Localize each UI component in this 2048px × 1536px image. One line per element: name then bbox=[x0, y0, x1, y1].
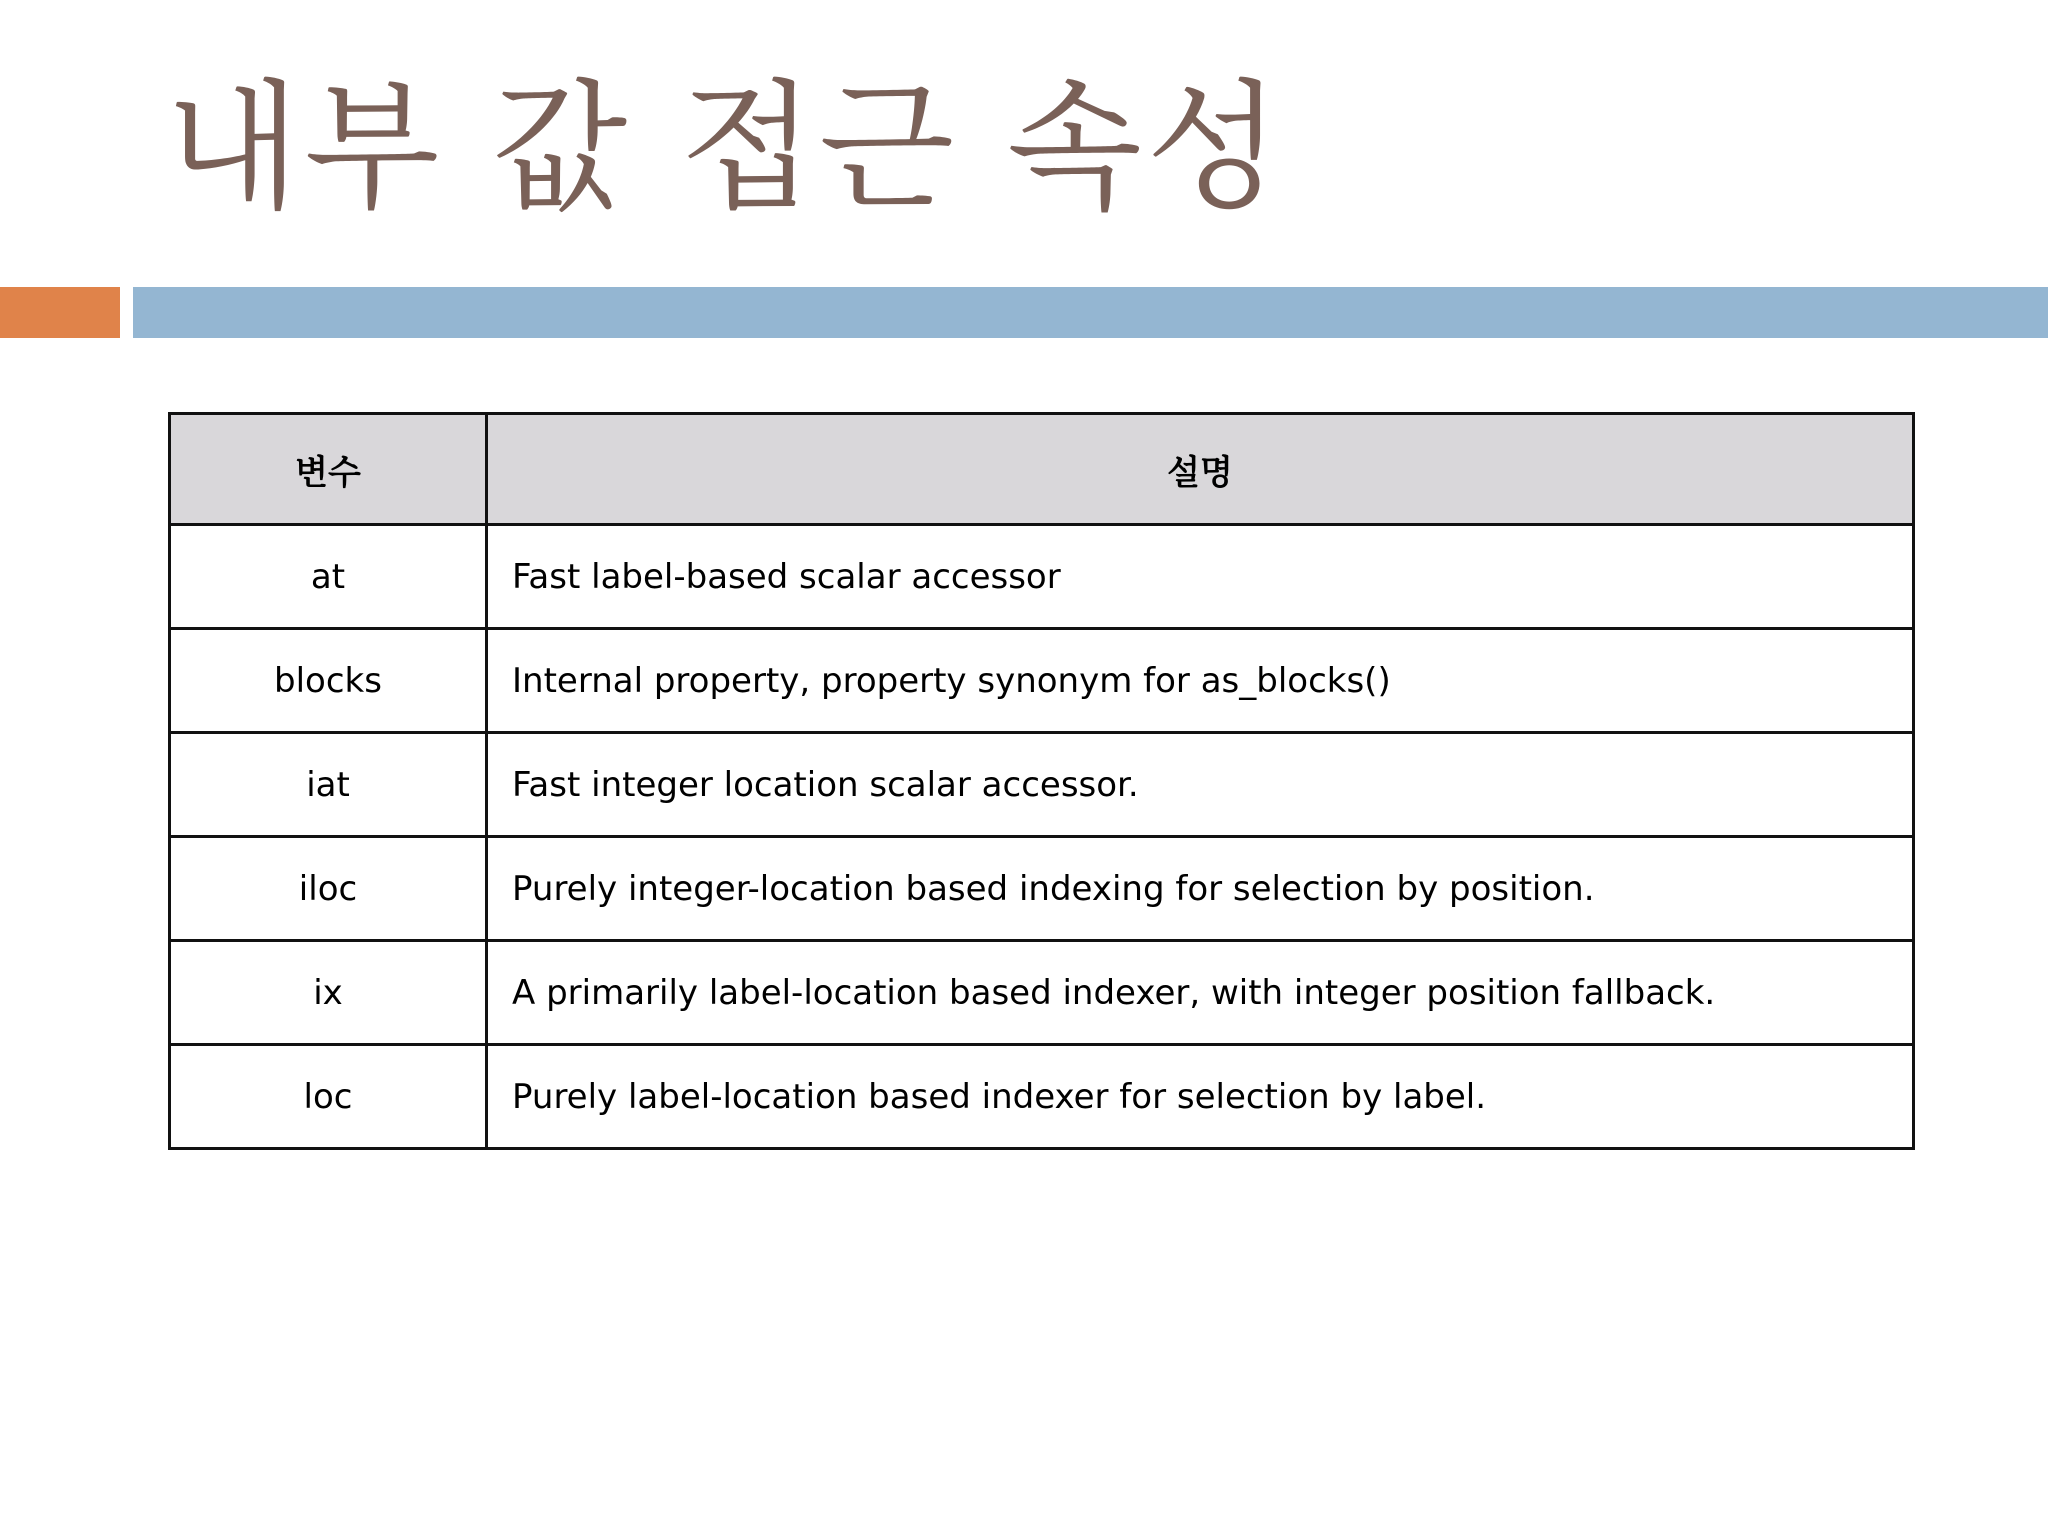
variable-cell: iat bbox=[170, 733, 487, 837]
header-variable: 변수 bbox=[170, 414, 487, 525]
variable-cell: loc bbox=[170, 1045, 487, 1149]
slide-title: 내부 값 접근 속성 bbox=[165, 67, 1286, 230]
table-row bbox=[170, 525, 1914, 629]
table-header-row bbox=[170, 414, 1914, 525]
variable-cell: at bbox=[170, 525, 487, 629]
description-cell: Fast label-based scalar accessor bbox=[487, 525, 1914, 629]
header-description: 설명 bbox=[487, 414, 1914, 525]
accent-bar-blue bbox=[133, 287, 2048, 338]
description-cell: Fast integer location scalar accessor. bbox=[487, 733, 1914, 837]
properties-table-container bbox=[168, 412, 1912, 1150]
variable-cell: blocks bbox=[170, 629, 487, 733]
description-cell: Purely label-location based indexer for selection by label. bbox=[487, 1045, 1914, 1149]
variable-cell: ix bbox=[170, 941, 487, 1045]
variable-cell: iloc bbox=[170, 837, 487, 941]
table-row bbox=[170, 629, 1914, 733]
accent-bar-orange bbox=[0, 287, 120, 338]
description-cell: A primarily label-location based indexer, with integer position fallback. bbox=[487, 941, 1914, 1045]
table-row bbox=[170, 1045, 1914, 1149]
description-cell: Internal property, property synonym for as_blocks() bbox=[487, 629, 1914, 733]
table-row bbox=[170, 941, 1914, 1045]
table-row bbox=[170, 837, 1914, 941]
description-cell: Purely integer-location based indexing for selection by position. bbox=[487, 837, 1914, 941]
table-row bbox=[170, 733, 1914, 837]
properties-table bbox=[168, 412, 1915, 1150]
